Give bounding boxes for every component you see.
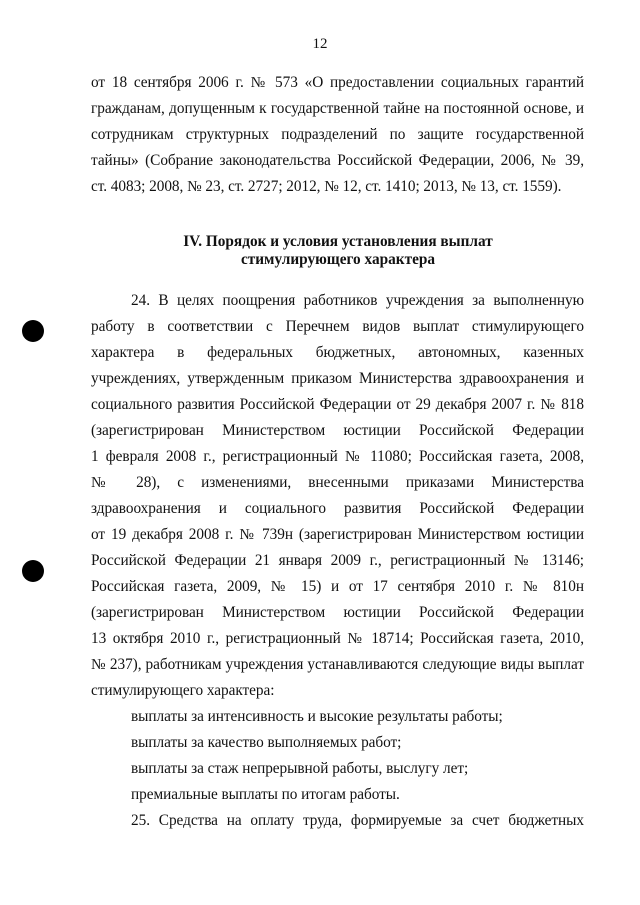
paragraph-24-line: 24. В целях поощрения работников учреждения за выполненную <box>131 292 584 309</box>
paragraph-24-line: учреждениях, утвержденным приказом Министерства здравоохранения и <box>91 370 584 387</box>
intro-line: от 18 сентября 2006 г. № 573 «О предоставлении социальных гарантий <box>91 74 584 91</box>
paragraph-24-line: Российская газета, 2009, № 15) и от 17 сентября 2010 г. № 810н <box>91 578 584 595</box>
paragraph-24-line: характера в федеральных бюджетных, автономных, казенных <box>91 344 584 361</box>
paragraph-24-line: стимулирующего характера: <box>91 682 275 699</box>
paragraph-24-line: работу в соответствии с Перечнем видов выплат стимулирующего <box>91 318 584 335</box>
section-heading-line: стимулирующего характера <box>240 251 436 268</box>
paragraph-25-line: 25. Средства на оплату труда, формируемые за счет бюджетных <box>131 812 584 829</box>
intro-line: ст. 4083; 2008, № 23, ст. 2727; 2012, № 12, ст. 1410; 2013, № 13, ст. 1559). <box>91 178 562 195</box>
intro-line: тайны» (Собрание законодательства Российской Федерации, 2006, № 39, <box>91 152 584 169</box>
payment-type-item: выплаты за стаж непрерывной работы, выслугу лет; <box>131 760 469 777</box>
payment-type-item: выплаты за интенсивность и высокие результаты работы; <box>131 708 503 725</box>
paragraph-24-line: 13 октября 2010 г., регистрационный № 18714; Российская газета, 2010, <box>91 630 584 647</box>
paragraph-24-line: социального развития Российской Федерации от 29 декабря 2007 г. № 818 <box>91 396 584 413</box>
paragraph-24-line: от 19 декабря 2008 г. № 739н (зарегистрирован Министерством юстиции <box>91 526 584 543</box>
paragraph-24-line: № 28), с изменениями, внесенными приказами Министерства <box>91 474 584 491</box>
punch-hole-top <box>22 320 44 342</box>
intro-line: сотрудникам структурных подразделений по защите государственной <box>91 126 584 143</box>
payment-type-item: премиальные выплаты по итогам работы. <box>131 786 400 803</box>
punch-hole-bottom <box>22 560 44 582</box>
payment-type-item: выплаты за качество выполняемых работ; <box>131 734 402 751</box>
intro-line: гражданам, допущенным к государственной тайне на постоянной основе, и <box>91 100 584 117</box>
paragraph-24-line: (зарегистрирован Министерством юстиции Российской Федерации <box>91 422 584 439</box>
paragraph-24-line: здравоохранения и социального развития Российской Федерации <box>91 500 584 517</box>
section-heading-line: IV. Порядок и условия установления выплат <box>183 233 493 250</box>
paragraph-24-line: (зарегистрирован Министерством юстиции Российской Федерации <box>91 604 584 621</box>
paragraph-24-line: Российской Федерации 21 января 2009 г., регистрационный № 13146; <box>91 552 584 569</box>
page-number: 12 <box>312 36 328 52</box>
paragraph-24-line: 1 февраля 2008 г., регистрационный № 11080; Российская газета, 2008, <box>91 448 584 465</box>
paragraph-24-line: № 237), работникам учреждения устанавливаются следующие виды выплат <box>91 656 584 673</box>
